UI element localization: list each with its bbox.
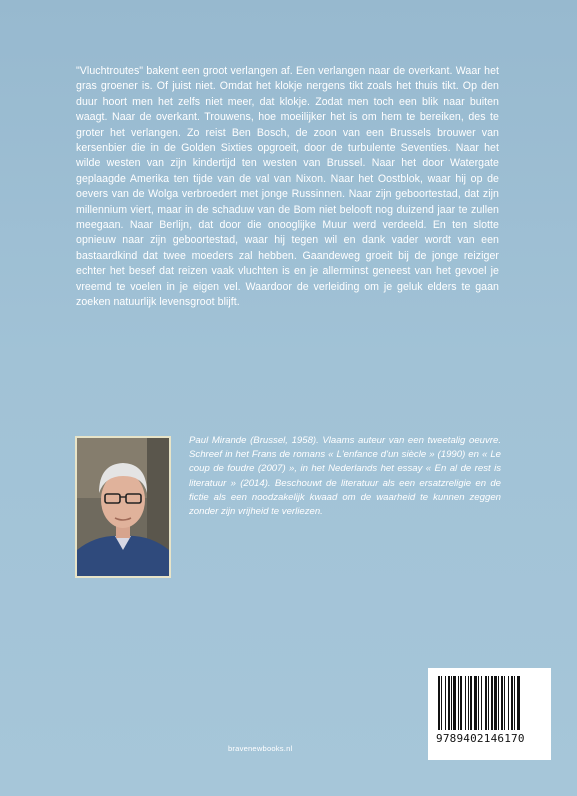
barcode-icon xyxy=(438,676,541,730)
blurb-text: "Vluchtroutes" bakent een groot verlangen af. Een verlangen naar de overkant. Waar het gras groener is. Of juist niet. Omdat het klokje nergens tikt zoals het thuis tikt. Op den duur hoort men het zelfs niet meer, dat klokje. Zodat men toch een blik naar buiten waagt. Naar de overkant. Trouwens, hoe moeilijker het is om hem te bereiken, des te groter het verlangen. Zo reist Ben Bosch, de zoon van een Brussels brouwer van kersenbier die in de Golden Sixties opgroeit, door de turbulente Seventies. Naar het wilde westen van zijn kindertijd ten westen van Brussel. Naar het door Watergate geplaagde Amerika ten tijde van de val van Nixon. Naar het Oostblok, waar hij op de oevers van de Wolga verbroedert met jonge Russinnen. Naar zijn geboortestad, dat zijn millennium viert, maar in de schaduw van de Bom niet belooft nog duizend jaar te zullen meegaan. Naar Berlijn, dat door die onooglijke Muur werd verdeeld. En ten slotte opnieuw naar zijn geboortestad, waar hij tegen wil en dank vader wordt van een bastaardkind dat twee moeders zal hebben. Gaandeweg groeit bij de jonge reiziger echter het besef dat reizen vaak vluchten is en je allerminst geneest van het gevoel je vreemd te voelen in je eigen vel. Waardoor de verleiding om je geluk elders te gaan zoeken natuurlijk levensgroot blijft. xyxy=(76,65,499,309)
isbn-number: 9789402146170 xyxy=(436,732,525,745)
isbn-barcode xyxy=(428,668,551,760)
author-bio: Paul Mirande (Brussel, 1958). Vlaams auteur van een tweetalig oeuvre. Schreef in het Frans de romans « L'enfance d'un siècle » (1990) en « Le coup de foudre (2007) », in het Nederlands het essay « En al de rest is literatuur » (2014). Beschouwt de literatuur als een ersatzreligie en de fictie als een noodzakelijk kwaad om de waarheid te kunnen zeggen zonder zijn vrijheid te verliezen. xyxy=(189,435,501,518)
author-portrait-image xyxy=(77,438,169,576)
author-photo xyxy=(75,436,171,578)
publisher-website[interactable]: bravenewbooks.nl xyxy=(228,744,293,753)
